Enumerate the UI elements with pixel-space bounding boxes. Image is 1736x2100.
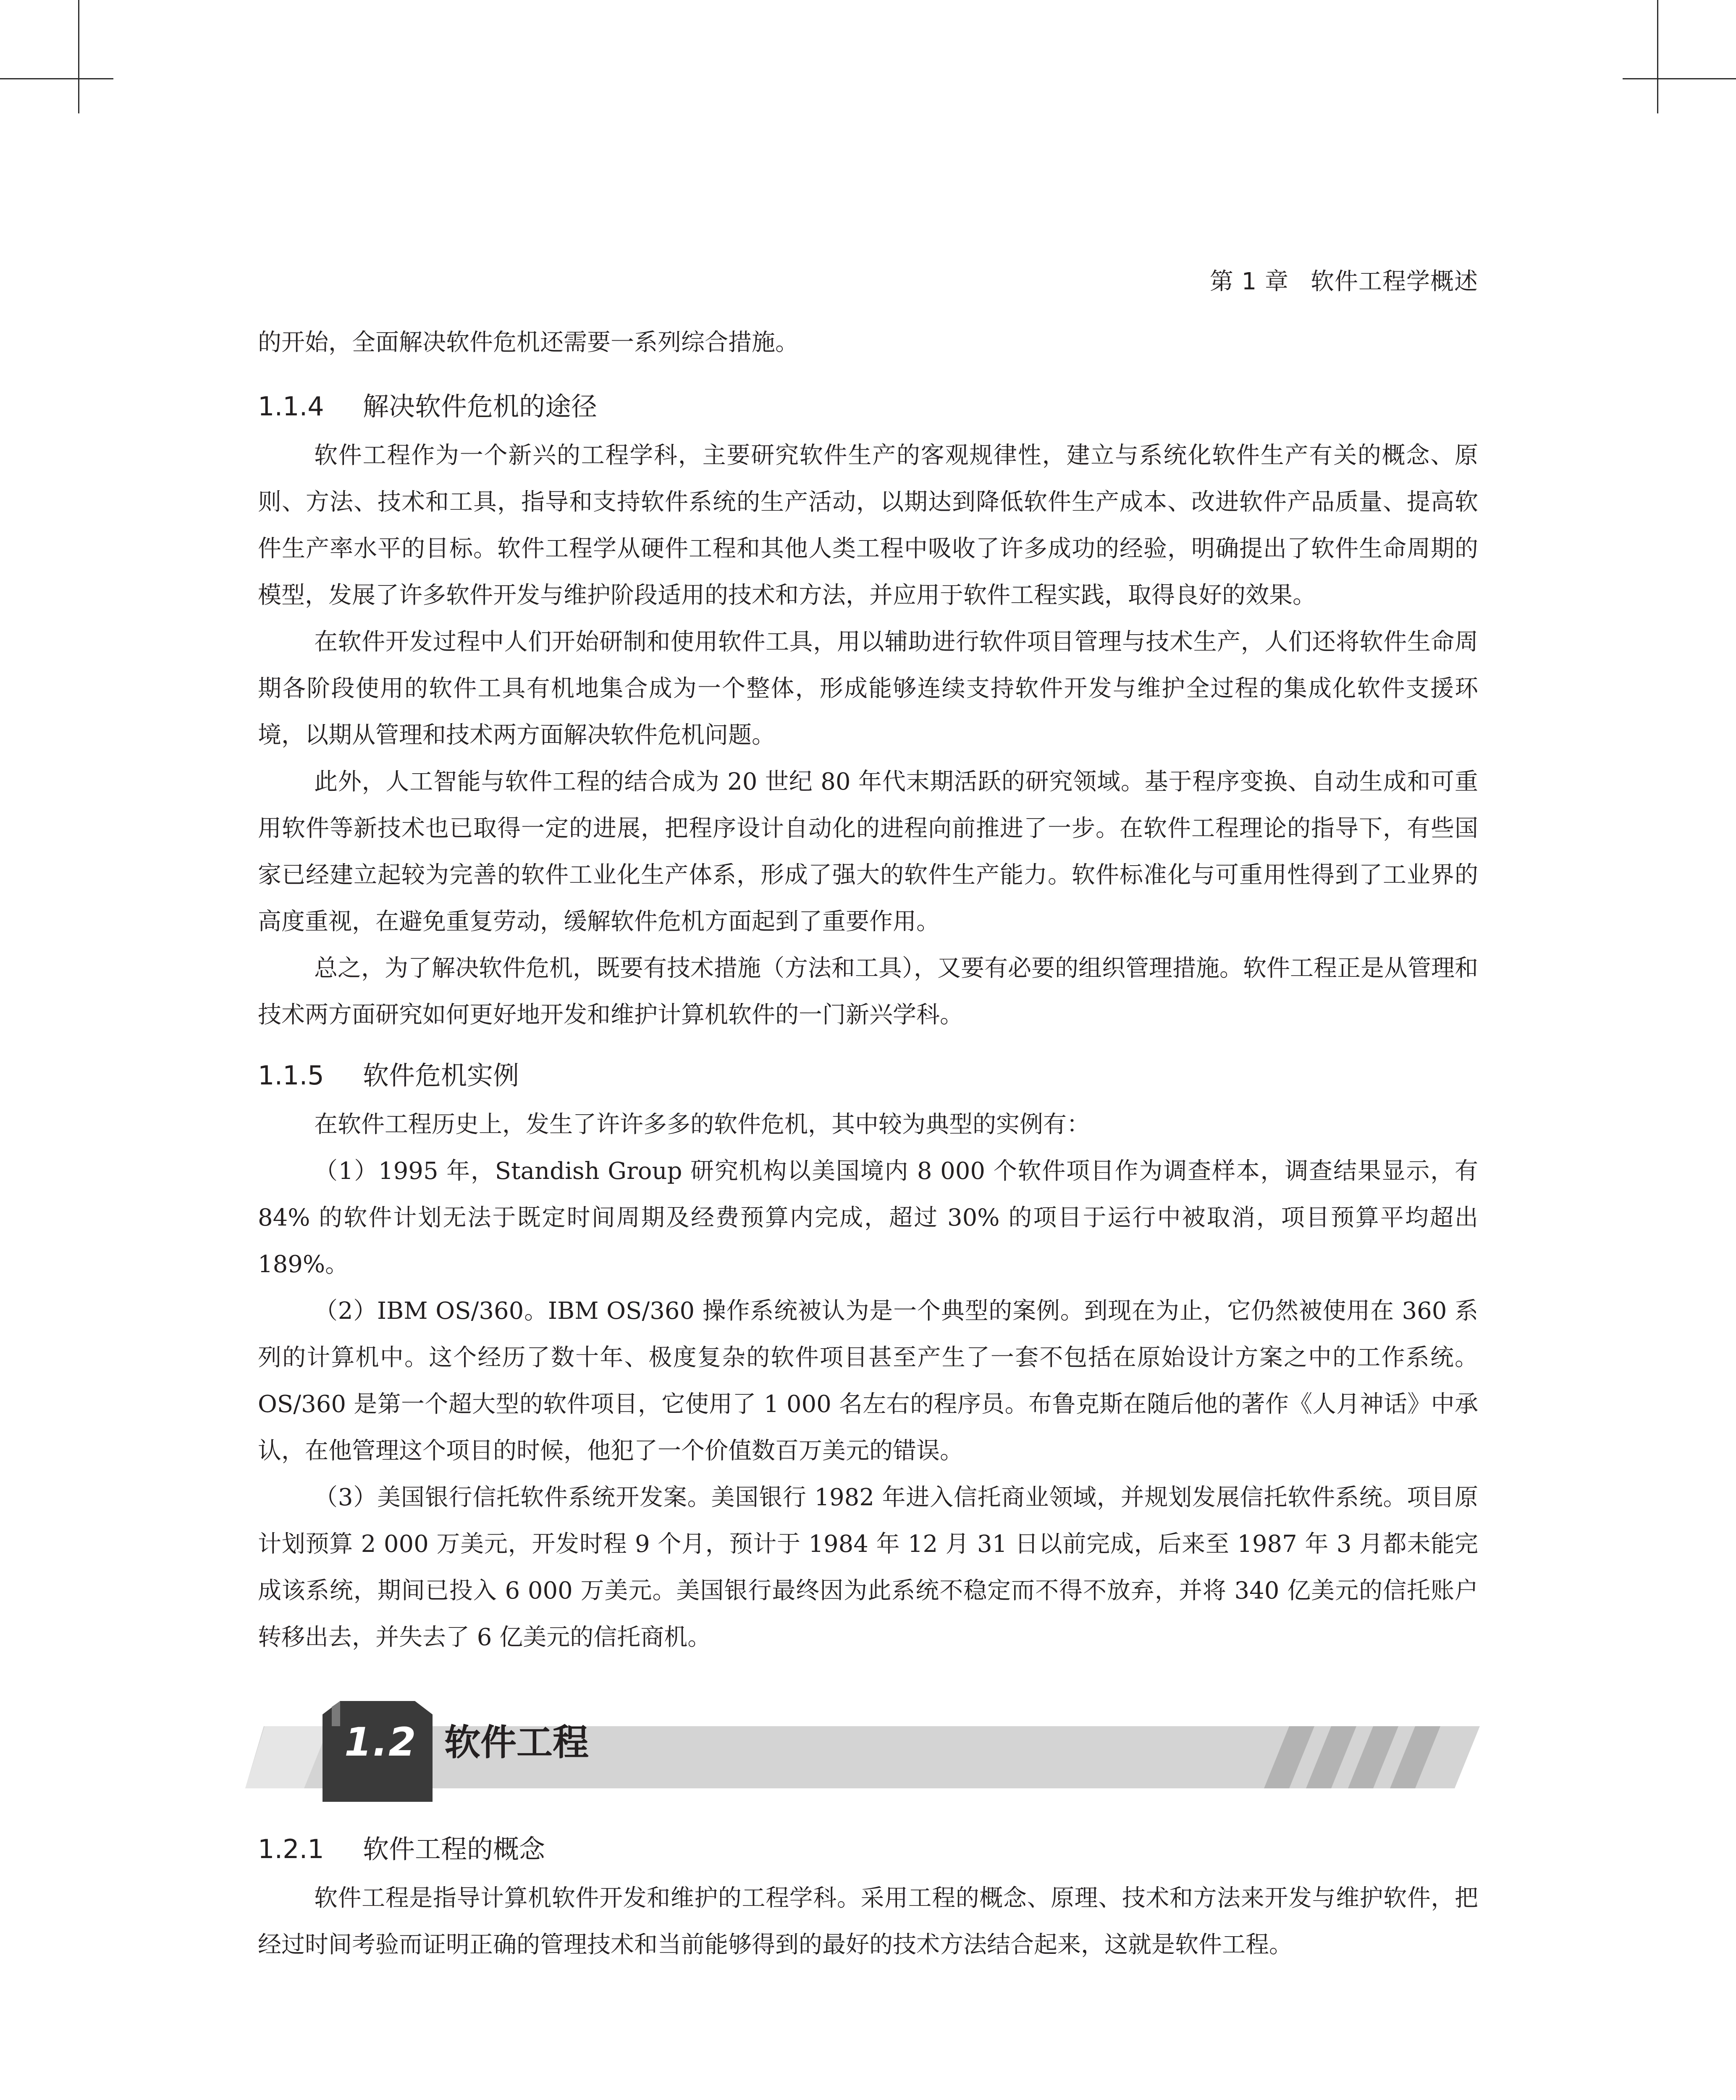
page-body [258, 319, 1478, 1968]
crop-mark [1623, 78, 1736, 79]
banner-graphic [245, 1679, 1480, 1802]
section-heading-1-1-5 [258, 1050, 1478, 1101]
running-head [1210, 263, 1478, 297]
crop-mark [0, 78, 113, 79]
paragraph: 此外，人工智能与软件工程的结合成为 20 世纪 80 年代末期活跃的研究领域。基于程序变换、自动生成和可重用软件等新技术也已取得一定的进展，把程序设计自动化的进程向前推进了一步。在软件工程理论的指导下，有些国家已经建立起较为完善的软件工业化生产体系，形成了强大的软件生产能力。软件标准化与可重用性得到了工业界的高度重视，在避免重复劳动，缓解软件危机方面起到了重要作用。 [258, 768, 1478, 935]
list-item: （2）IBM OS/360。IBM OS/360 操作系统被认为是一个典型的案例。到现在为止，它仍然被使用在 360 系列的计算机中。这个经历了数十年、极度复杂的软件项目甚至产生了一套不包括在原始设计方案之中的工作系统。OS/360 是第一个超大型的软件项目，它使用了 1 000 名左右的程序员。布鲁克斯在随后他的著作《人月神话》中承认，在他管理这个项目的时候，他犯了一个价值数百万美元的错误。 [258, 1297, 1478, 1465]
section-title: 软件危机实例 [363, 1060, 519, 1091]
crop-mark [1657, 0, 1658, 113]
paragraph: 软件工程作为一个新兴的工程学科，主要研究软件生产的客观规律性，建立与系统化软件生产有关的概念、原则、方法、技术和工具，指导和支持软件系统的生产活动，以期达到降低软件生产成本、改进软件产品质量、提高软件生产率水平的目标。软件工程学从硬件工程和其他人类工程中吸收了许多成功的经验，明确提出了软件生命周期的模型，发展了许多软件开发与维护阶段适用的技术和方法，并应用于软件工程实践，取得良好的效果。 [258, 442, 1478, 609]
chapter-section-number: 1.2 [344, 1719, 417, 1765]
paragraph: 的开始，全面解决软件危机还需要一系列综合措施。 [258, 329, 799, 356]
chapter-label: 第 1 章 [1209, 268, 1289, 295]
list-item: （3）美国银行信托软件系统开发案。美国银行 1982 年进入信托商业领域，并规划发展信托软件系统。项目原计划预算 2 000 万美元，开发时程 9 个月，预计于 1984 年 12 月 31 日以前完成，后来至 1987 年 3 月都未能完成该系统，期间已投入 6 000 万美元。美国银行最终因为此系统不稳定而不得不放弃，并将 340 亿美元的信托账户转移出去，并失去了 6 亿美元的信托商机。 [258, 1484, 1479, 1651]
paragraph: 软件工程是指导计算机软件开发和维护的工程学科。采用工程的概念、原理、技术和方法来开发与维护软件，把经过时间考验而证明正确的管理技术和当前能够得到的最好的技术方法结合起来，这就是软件工程。 [258, 1885, 1478, 1958]
paragraph: 在软件工程历史上，发生了许许多多的软件危机，其中较为典型的实例有： [314, 1111, 1090, 1138]
list-item: （1）1995 年，Standish Group 研究机构以美国境内 8 000 个软件项目作为调查样本，调查结果显示，有 84% 的软件计划无法于既定时间周期及经费预算内完成，超过 30% 的项目于运行中被取消，项目预算平均超出 189%。 [258, 1158, 1478, 1278]
section-heading-1-1-4 [258, 381, 1478, 432]
paragraph: 总之，为了解决软件危机，既要有技术措施（方法和工具），又要有必要的组织管理措施。软件工程正是从管理和技术两方面研究如何更好地开发和维护计算机软件的一门新兴学科。 [258, 955, 1478, 1029]
section-banner-1-2 [245, 1679, 1480, 1802]
section-number: 1.1.4 [258, 391, 324, 422]
section-title: 解决软件危机的途径 [363, 391, 598, 422]
chapter-section-title: 软件工程 [444, 1722, 589, 1764]
paragraph: 在软件开发过程中人们开始研制和使用软件工具，用以辅助进行软件项目管理与技术生产，人们还将软件生命周期各阶段使用的软件工具有机地集合成为一个整体，形成能够连续支持软件开发与维护全过程的集成化软件支援环境，以期从管理和技术两方面解决软件危机问题。 [258, 628, 1478, 749]
crop-mark [78, 0, 79, 113]
section-heading-1-2-1 [258, 1824, 1478, 1875]
section-number: 1.1.5 [258, 1060, 324, 1091]
chapter-title: 软件工程学概述 [1311, 268, 1478, 295]
section-title: 软件工程的概念 [363, 1834, 545, 1864]
section-number: 1.2.1 [258, 1834, 324, 1864]
